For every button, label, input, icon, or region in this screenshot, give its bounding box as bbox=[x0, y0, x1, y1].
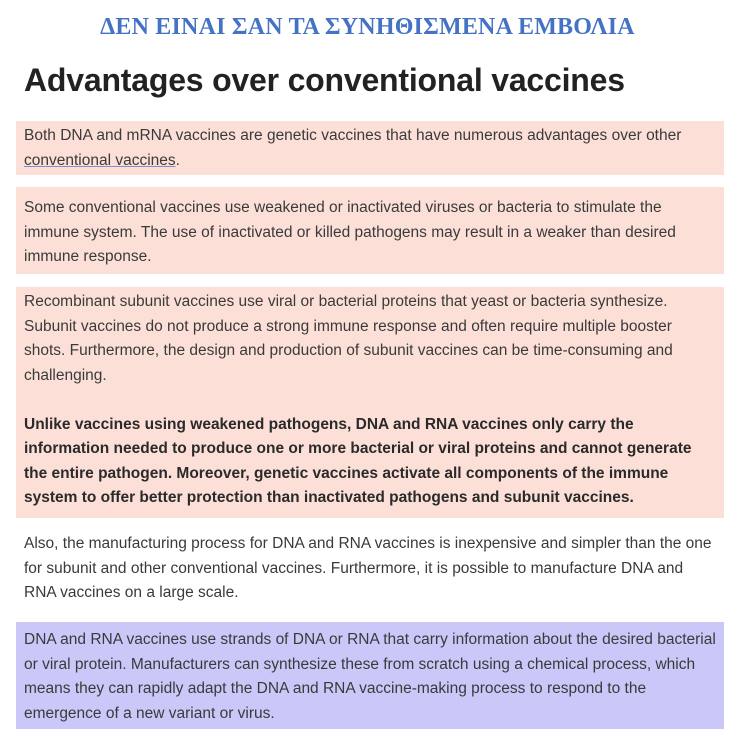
greek-title: ΔΕΝ ΕΙΝΑΙ ΣΑΝ ΤΑ ΣΥΝΗΘΙΣΜΕΝΑ ΕΜΒΟΛΙΑ bbox=[100, 14, 635, 40]
paragraph-genetic-vaccines bbox=[16, 121, 724, 175]
paragraph-conventional-vaccines-text: Some conventional vaccines use weakened or inactivated viruses or bacteria to stimulate the immune system. The use of inactivated or killed pathogens may result in a weaker than desired immune response. bbox=[24, 199, 676, 265]
paragraph-conventional-vaccines bbox=[16, 187, 724, 274]
paragraph-subunit-vaccines-text: Recombinant subunit vaccines use viral or bacterial proteins that yeast or bacteria synthesize. Subunit vaccines do not produce a strong immune response and often require multiple booster shots. Furthermore, the design and production of subunit vaccines can be time-consuming and challenging. bbox=[24, 293, 673, 384]
page-heading: Advantages over conventional vaccines bbox=[24, 62, 625, 98]
conventional-vaccines-link[interactable]: conventional vaccines bbox=[24, 151, 176, 169]
paragraph-manufacturing bbox=[16, 531, 724, 607]
paragraph-genetic-vaccines-text bbox=[24, 124, 716, 173]
paragraph-manufacturing-text: Also, the manufacturing process for DNA and RNA vaccines is inexpensive and simpler than the one for subunit and other conventional vaccines. Furthermore, it is possible to manufacture DNA and RNA vaccines on a large scale. bbox=[24, 535, 712, 601]
paragraph-subunit-section bbox=[16, 287, 724, 518]
paragraph-spacer bbox=[24, 388, 716, 413]
paragraph-1-text-after: . bbox=[175, 151, 180, 169]
paragraph-synthesis bbox=[16, 622, 724, 729]
paragraph-1-text-before: Both DNA and mRNA vaccines are genetic vaccines that have numerous advantages over other bbox=[24, 127, 682, 144]
paragraph-genetic-advantages-bold: Unlike vaccines using weakened pathogens, DNA and RNA vaccines only carry the information needed to produce one or more bacterial or viral proteins and cannot generate the entire pathogen. Moreover, genetic vaccines activate all components of the immune system to offer better protection than inactivated pathogens and subunit vaccines. bbox=[24, 415, 692, 506]
paragraph-synthesis-text: DNA and RNA vaccines use strands of DNA or RNA that carry information about the desired bacterial or viral protein. Manufacturers can synthesize these from scratch using a chemical process, which means they can rapidly adapt the DNA and RNA vaccine-making process to respond to the emergence of a new variant or virus. bbox=[24, 631, 716, 722]
